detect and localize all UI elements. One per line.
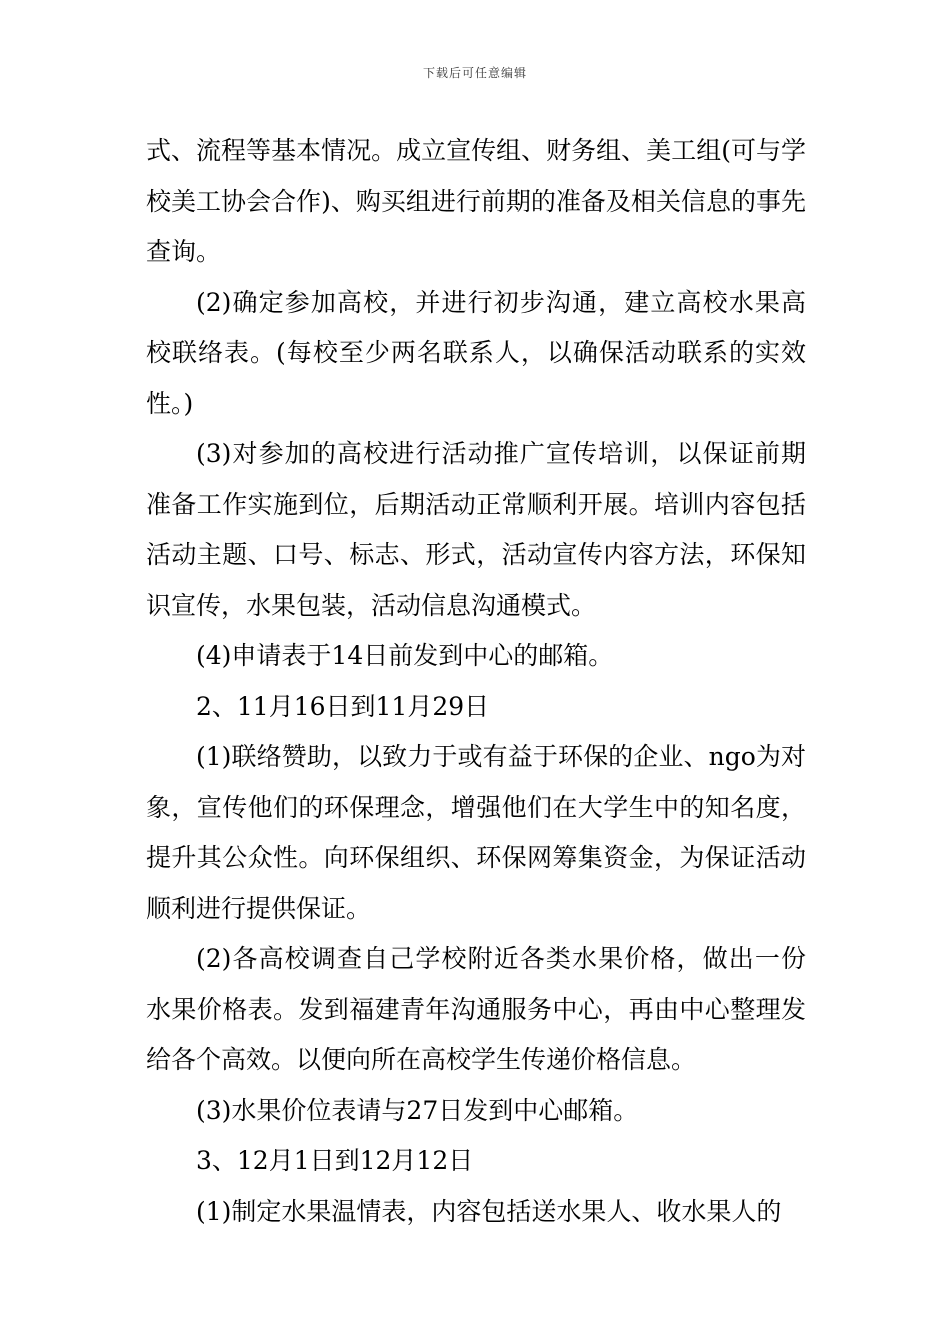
paragraph-2: (2)确定参加高校，并进行初步沟通，建立高校水果高校联络表。(每校至少两名联系人，以确保活动联系的实效性。) — [146, 287, 806, 418]
page-header: 下载后可任意编辑 — [422, 66, 527, 80]
paragraph-10: (1)制定水果温情表，内容包括送水果人、收水果人的 — [196, 1196, 782, 1226]
paragraph-7: (2)各高校调查自己学校附近各类水果价格，做出一份水果价格表。发到福建青年沟通服务中心，再由中心整理发给各个高效。以便向所在高校学生传递价格信息。 — [146, 944, 806, 1074]
document-body — [146, 126, 806, 1237]
paragraph-8: (3)水果价位表请与27日发到中心邮箱。 — [196, 1095, 639, 1125]
paragraph-4: (4)申请表于14日前发到中心的邮箱。 — [196, 641, 614, 670]
paragraph-1: 式、流程等基本情况。成立宣传组、财务组、美工组(可与学校美工协会合作)、购买组进行前期的准备及相关信息的事先查询。 — [146, 136, 806, 266]
paragraph-3: (3)对参加的高校进行活动推广宣传培训，以保证前期准备工作实施到位，后期活动正常顺利开展。培训内容包括活动主题、口号、标志、形式，活动宣传内容方法，环保知识宣传，水果包装，活动信息沟通模式。 — [146, 439, 806, 620]
section-heading-3: 3、12月1日到12月12日 — [196, 1146, 474, 1175]
section-heading-2: 2、11月16日到11月29日 — [196, 691, 490, 721]
paragraph-6: (1)联络赞助，以致力于或有益于环保的企业、ngo为对象，宣传他们的环保理念，增强他们在大学生中的知名度，提升其公众性。向环保组织、环保网筹集资金，为保证活动顺利进行提供保证。 — [146, 742, 806, 923]
